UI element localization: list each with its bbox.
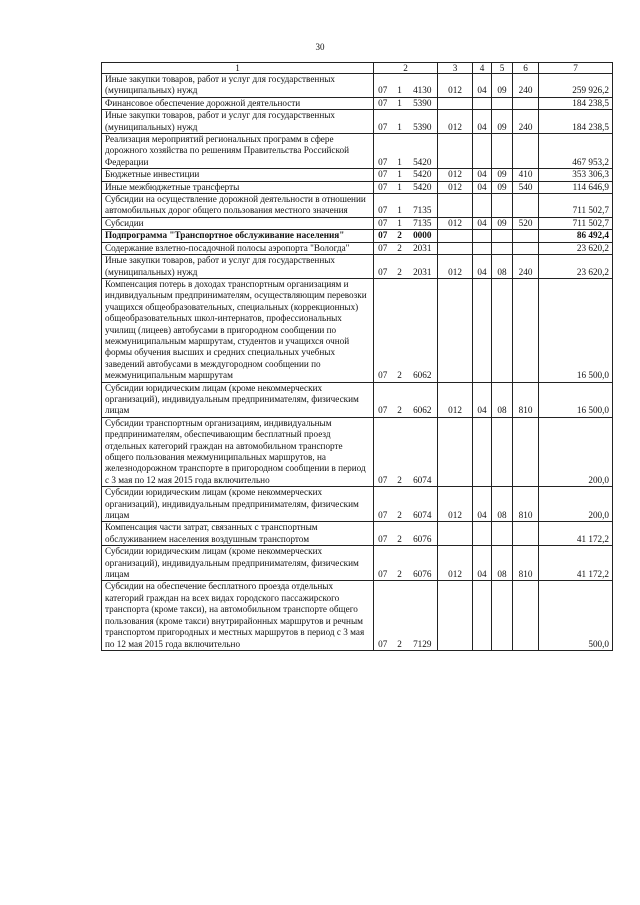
code-expense-type bbox=[513, 97, 539, 109]
code-section: 04 bbox=[473, 487, 492, 522]
code-grbs bbox=[438, 230, 473, 242]
code-section: 04 bbox=[473, 110, 492, 134]
code-part-1: 07 bbox=[374, 255, 392, 279]
code-part-1: 07 bbox=[374, 278, 392, 382]
amount: 467 953,2 bbox=[539, 134, 613, 169]
code-part-1: 07 bbox=[374, 134, 392, 169]
table-row bbox=[102, 74, 613, 98]
code-grbs bbox=[438, 97, 473, 109]
code-part-3: 6062 bbox=[408, 278, 438, 382]
code-subsection: 09 bbox=[492, 217, 513, 229]
code-part-1: 07 bbox=[374, 74, 392, 98]
code-part-1: 07 bbox=[374, 546, 392, 581]
code-subsection: 08 bbox=[492, 546, 513, 581]
code-section: 04 bbox=[473, 255, 492, 279]
code-section: 04 bbox=[473, 546, 492, 581]
table-header-row bbox=[102, 63, 613, 74]
code-grbs: 012 bbox=[438, 181, 473, 193]
code-part-3: 2031 bbox=[408, 242, 438, 254]
table-row bbox=[102, 194, 613, 218]
amount: 16 500,0 bbox=[539, 278, 613, 382]
amount: 114 646,9 bbox=[539, 181, 613, 193]
code-expense-type bbox=[513, 522, 539, 546]
table-row bbox=[102, 255, 613, 279]
amount: 23 620,2 bbox=[539, 242, 613, 254]
header-col-2: 2 bbox=[374, 63, 438, 74]
code-part-2: 2 bbox=[392, 382, 408, 417]
code-section bbox=[473, 581, 492, 650]
amount: 41 172,2 bbox=[539, 546, 613, 581]
table-row bbox=[102, 181, 613, 193]
code-grbs: 012 bbox=[438, 74, 473, 98]
code-subsection: 09 bbox=[492, 110, 513, 134]
code-part-1: 07 bbox=[374, 382, 392, 417]
amount: 353 306,3 bbox=[539, 169, 613, 181]
page-number: 30 bbox=[315, 42, 325, 52]
code-section: 04 bbox=[473, 382, 492, 417]
code-subsection: 08 bbox=[492, 382, 513, 417]
code-grbs bbox=[438, 417, 473, 486]
code-section bbox=[473, 522, 492, 546]
table-row bbox=[102, 242, 613, 254]
row-name: Субсидии юридическим лицам (кроме некоммерческих организаций), индивидуальным предпринимателям, физическим лицам bbox=[102, 546, 374, 581]
code-part-2: 1 bbox=[392, 110, 408, 134]
code-section: 04 bbox=[473, 217, 492, 229]
amount: 184 238,5 bbox=[539, 110, 613, 134]
code-part-3: 6062 bbox=[408, 382, 438, 417]
code-part-2: 1 bbox=[392, 74, 408, 98]
code-expense-type bbox=[513, 230, 539, 242]
row-name: Иные межбюджетные трансферты bbox=[102, 181, 374, 193]
code-subsection bbox=[492, 242, 513, 254]
code-section: 04 bbox=[473, 74, 492, 98]
table-row bbox=[102, 522, 613, 546]
code-grbs: 012 bbox=[438, 487, 473, 522]
code-subsection bbox=[492, 417, 513, 486]
amount: 500,0 bbox=[539, 581, 613, 650]
code-section bbox=[473, 194, 492, 218]
header-col-6: 6 bbox=[513, 63, 539, 74]
code-grbs bbox=[438, 581, 473, 650]
header-col-7: 7 bbox=[539, 63, 613, 74]
code-expense-type bbox=[513, 242, 539, 254]
amount: 86 492,4 bbox=[539, 230, 613, 242]
code-expense-type: 810 bbox=[513, 487, 539, 522]
row-name: Содержание взлетно-посадочной полосы аэропорта "Вологда" bbox=[102, 242, 374, 254]
header-col-4: 4 bbox=[473, 63, 492, 74]
header-col-3: 3 bbox=[438, 63, 473, 74]
code-expense-type: 540 bbox=[513, 181, 539, 193]
code-expense-type: 240 bbox=[513, 255, 539, 279]
table-row bbox=[102, 134, 613, 169]
code-subsection bbox=[492, 97, 513, 109]
code-part-3: 6076 bbox=[408, 522, 438, 546]
code-expense-type: 810 bbox=[513, 382, 539, 417]
table-row bbox=[102, 581, 613, 650]
code-subsection bbox=[492, 278, 513, 382]
code-grbs bbox=[438, 278, 473, 382]
row-name: Субсидии юридическим лицам (кроме некоммерческих организаций), индивидуальным предпринимателям, физическим лицам bbox=[102, 382, 374, 417]
code-part-3: 6074 bbox=[408, 417, 438, 486]
code-grbs: 012 bbox=[438, 255, 473, 279]
code-part-2: 2 bbox=[392, 278, 408, 382]
code-section bbox=[473, 417, 492, 486]
code-grbs: 012 bbox=[438, 169, 473, 181]
table-body bbox=[102, 74, 613, 651]
code-section: 04 bbox=[473, 169, 492, 181]
code-part-3: 5420 bbox=[408, 181, 438, 193]
code-part-3: 5390 bbox=[408, 110, 438, 134]
code-expense-type bbox=[513, 278, 539, 382]
code-part-2: 2 bbox=[392, 417, 408, 486]
code-grbs bbox=[438, 522, 473, 546]
amount: 23 620,2 bbox=[539, 255, 613, 279]
amount: 184 238,5 bbox=[539, 97, 613, 109]
code-grbs bbox=[438, 134, 473, 169]
code-expense-type: 240 bbox=[513, 110, 539, 134]
code-section bbox=[473, 230, 492, 242]
code-part-3: 6074 bbox=[408, 487, 438, 522]
code-part-2: 1 bbox=[392, 194, 408, 218]
code-part-3: 0000 bbox=[408, 230, 438, 242]
code-subsection bbox=[492, 194, 513, 218]
code-part-3: 6076 bbox=[408, 546, 438, 581]
amount: 200,0 bbox=[539, 487, 613, 522]
code-subsection: 08 bbox=[492, 487, 513, 522]
table-row bbox=[102, 382, 613, 417]
header-col-5: 5 bbox=[492, 63, 513, 74]
code-grbs: 012 bbox=[438, 546, 473, 581]
code-part-3: 5420 bbox=[408, 169, 438, 181]
code-part-1: 07 bbox=[374, 110, 392, 134]
table-row bbox=[102, 169, 613, 181]
code-grbs: 012 bbox=[438, 382, 473, 417]
code-part-3: 7129 bbox=[408, 581, 438, 650]
row-name: Иные закупки товаров, работ и услуг для государственных (муниципальных) нужд bbox=[102, 110, 374, 134]
code-subsection bbox=[492, 581, 513, 650]
code-section: 04 bbox=[473, 181, 492, 193]
row-name: Финансовое обеспечение дорожной деятельности bbox=[102, 97, 374, 109]
row-name: Иные закупки товаров, работ и услуг для государственных (муниципальных) нужд bbox=[102, 74, 374, 98]
code-expense-type bbox=[513, 134, 539, 169]
code-section bbox=[473, 278, 492, 382]
table-row bbox=[102, 97, 613, 109]
code-subsection: 09 bbox=[492, 181, 513, 193]
code-subsection bbox=[492, 230, 513, 242]
table-row bbox=[102, 217, 613, 229]
row-name: Субсидии транспортным организациям, индивидуальным предпринимателям, обеспечивающим бесплатный проезд отдельных категорий граждан на автомобильном транспорте общего пользования межмуниципальных маршрутов, на железнодорожном транспорте в пригородном сообщении в период с 3 мая по 12 мая 2015 года включительно bbox=[102, 417, 374, 486]
code-part-2: 1 bbox=[392, 169, 408, 181]
code-part-2: 2 bbox=[392, 546, 408, 581]
row-name: Подпрограмма "Транспортное обслуживание населения" bbox=[102, 230, 374, 242]
code-part-2: 1 bbox=[392, 97, 408, 109]
code-part-2: 2 bbox=[392, 487, 408, 522]
row-name: Бюджетные инвестиции bbox=[102, 169, 374, 181]
amount: 200,0 bbox=[539, 417, 613, 486]
code-expense-type: 240 bbox=[513, 74, 539, 98]
code-part-2: 1 bbox=[392, 181, 408, 193]
row-name: Компенсация потерь в доходах транспортным организациям и индивидуальным предпринимателям, осуществляющим перевозки учащихся общеобразовательных, специальных (коррекционных) общеобразовательных школ-интернатов, профессиональных училищ (лицеев) автобусами в пригородном сообщении по межмуниципальным маршрутам, студентов и учащихся очной формы обучения высших и средних специальных учебных заведений автобусами в междугородном сообщении по межмуниципальным маршрутам bbox=[102, 278, 374, 382]
row-name: Реализация мероприятий региональных программ в сфере дорожного хозяйства по решениям Правительства Российской Федерации bbox=[102, 134, 374, 169]
code-part-1: 07 bbox=[374, 242, 392, 254]
table-row bbox=[102, 278, 613, 382]
row-name: Компенсация части затрат, связанных с транспортным обслуживанием населения воздушным транспортом bbox=[102, 522, 374, 546]
row-name: Субсидии на осуществление дорожной деятельности в отношении автомобильных дорог общего пользования местного значения bbox=[102, 194, 374, 218]
table-row bbox=[102, 230, 613, 242]
code-expense-type: 520 bbox=[513, 217, 539, 229]
row-name: Субсидии юридическим лицам (кроме некоммерческих организаций), индивидуальным предпринимателям, физическим лицам bbox=[102, 487, 374, 522]
table-row bbox=[102, 487, 613, 522]
row-name: Иные закупки товаров, работ и услуг для государственных (муниципальных) нужд bbox=[102, 255, 374, 279]
code-expense-type bbox=[513, 417, 539, 486]
code-section bbox=[473, 134, 492, 169]
code-part-3: 2031 bbox=[408, 255, 438, 279]
code-part-1: 07 bbox=[374, 181, 392, 193]
code-part-3: 5420 bbox=[408, 134, 438, 169]
code-part-1: 07 bbox=[374, 487, 392, 522]
code-part-2: 2 bbox=[392, 581, 408, 650]
header-col-1: 1 bbox=[102, 63, 374, 74]
code-part-2: 2 bbox=[392, 242, 408, 254]
budget-table bbox=[101, 62, 613, 651]
code-expense-type: 810 bbox=[513, 546, 539, 581]
amount: 711 502,7 bbox=[539, 217, 613, 229]
table-row bbox=[102, 546, 613, 581]
code-part-3: 4130 bbox=[408, 74, 438, 98]
code-expense-type bbox=[513, 194, 539, 218]
code-subsection: 08 bbox=[492, 255, 513, 279]
code-part-1: 07 bbox=[374, 522, 392, 546]
code-grbs bbox=[438, 194, 473, 218]
code-part-3: 7135 bbox=[408, 217, 438, 229]
code-part-3: 5390 bbox=[408, 97, 438, 109]
code-grbs: 012 bbox=[438, 110, 473, 134]
code-part-1: 07 bbox=[374, 169, 392, 181]
code-part-1: 07 bbox=[374, 230, 392, 242]
code-grbs: 012 bbox=[438, 217, 473, 229]
code-subsection: 09 bbox=[492, 169, 513, 181]
code-part-2: 2 bbox=[392, 230, 408, 242]
code-part-1: 07 bbox=[374, 217, 392, 229]
code-part-1: 07 bbox=[374, 417, 392, 486]
code-expense-type bbox=[513, 581, 539, 650]
code-section bbox=[473, 242, 492, 254]
code-subsection bbox=[492, 134, 513, 169]
amount: 16 500,0 bbox=[539, 382, 613, 417]
table-row bbox=[102, 110, 613, 134]
row-name: Субсидии на обеспечение бесплатного проезда отдельных категорий граждан на всех видах городского пассажирского транспорта (кроме такси), на автомобильном транспорте общего пользования (кроме такси) внутрирайонных маршрутов и речным транспортом пригородных и местных маршрутов в период с 3 мая по 12 мая 2015 года включительно bbox=[102, 581, 374, 650]
amount: 711 502,7 bbox=[539, 194, 613, 218]
code-part-2: 1 bbox=[392, 217, 408, 229]
code-part-2: 2 bbox=[392, 522, 408, 546]
code-grbs bbox=[438, 242, 473, 254]
code-expense-type: 410 bbox=[513, 169, 539, 181]
table-row bbox=[102, 417, 613, 486]
code-part-2: 2 bbox=[392, 255, 408, 279]
code-part-1: 07 bbox=[374, 97, 392, 109]
code-part-3: 7135 bbox=[408, 194, 438, 218]
code-section bbox=[473, 97, 492, 109]
code-part-2: 1 bbox=[392, 134, 408, 169]
code-part-1: 07 bbox=[374, 194, 392, 218]
code-subsection: 09 bbox=[492, 74, 513, 98]
amount: 41 172,2 bbox=[539, 522, 613, 546]
code-part-1: 07 bbox=[374, 581, 392, 650]
row-name: Субсидии bbox=[102, 217, 374, 229]
code-subsection bbox=[492, 522, 513, 546]
amount: 259 926,2 bbox=[539, 74, 613, 98]
